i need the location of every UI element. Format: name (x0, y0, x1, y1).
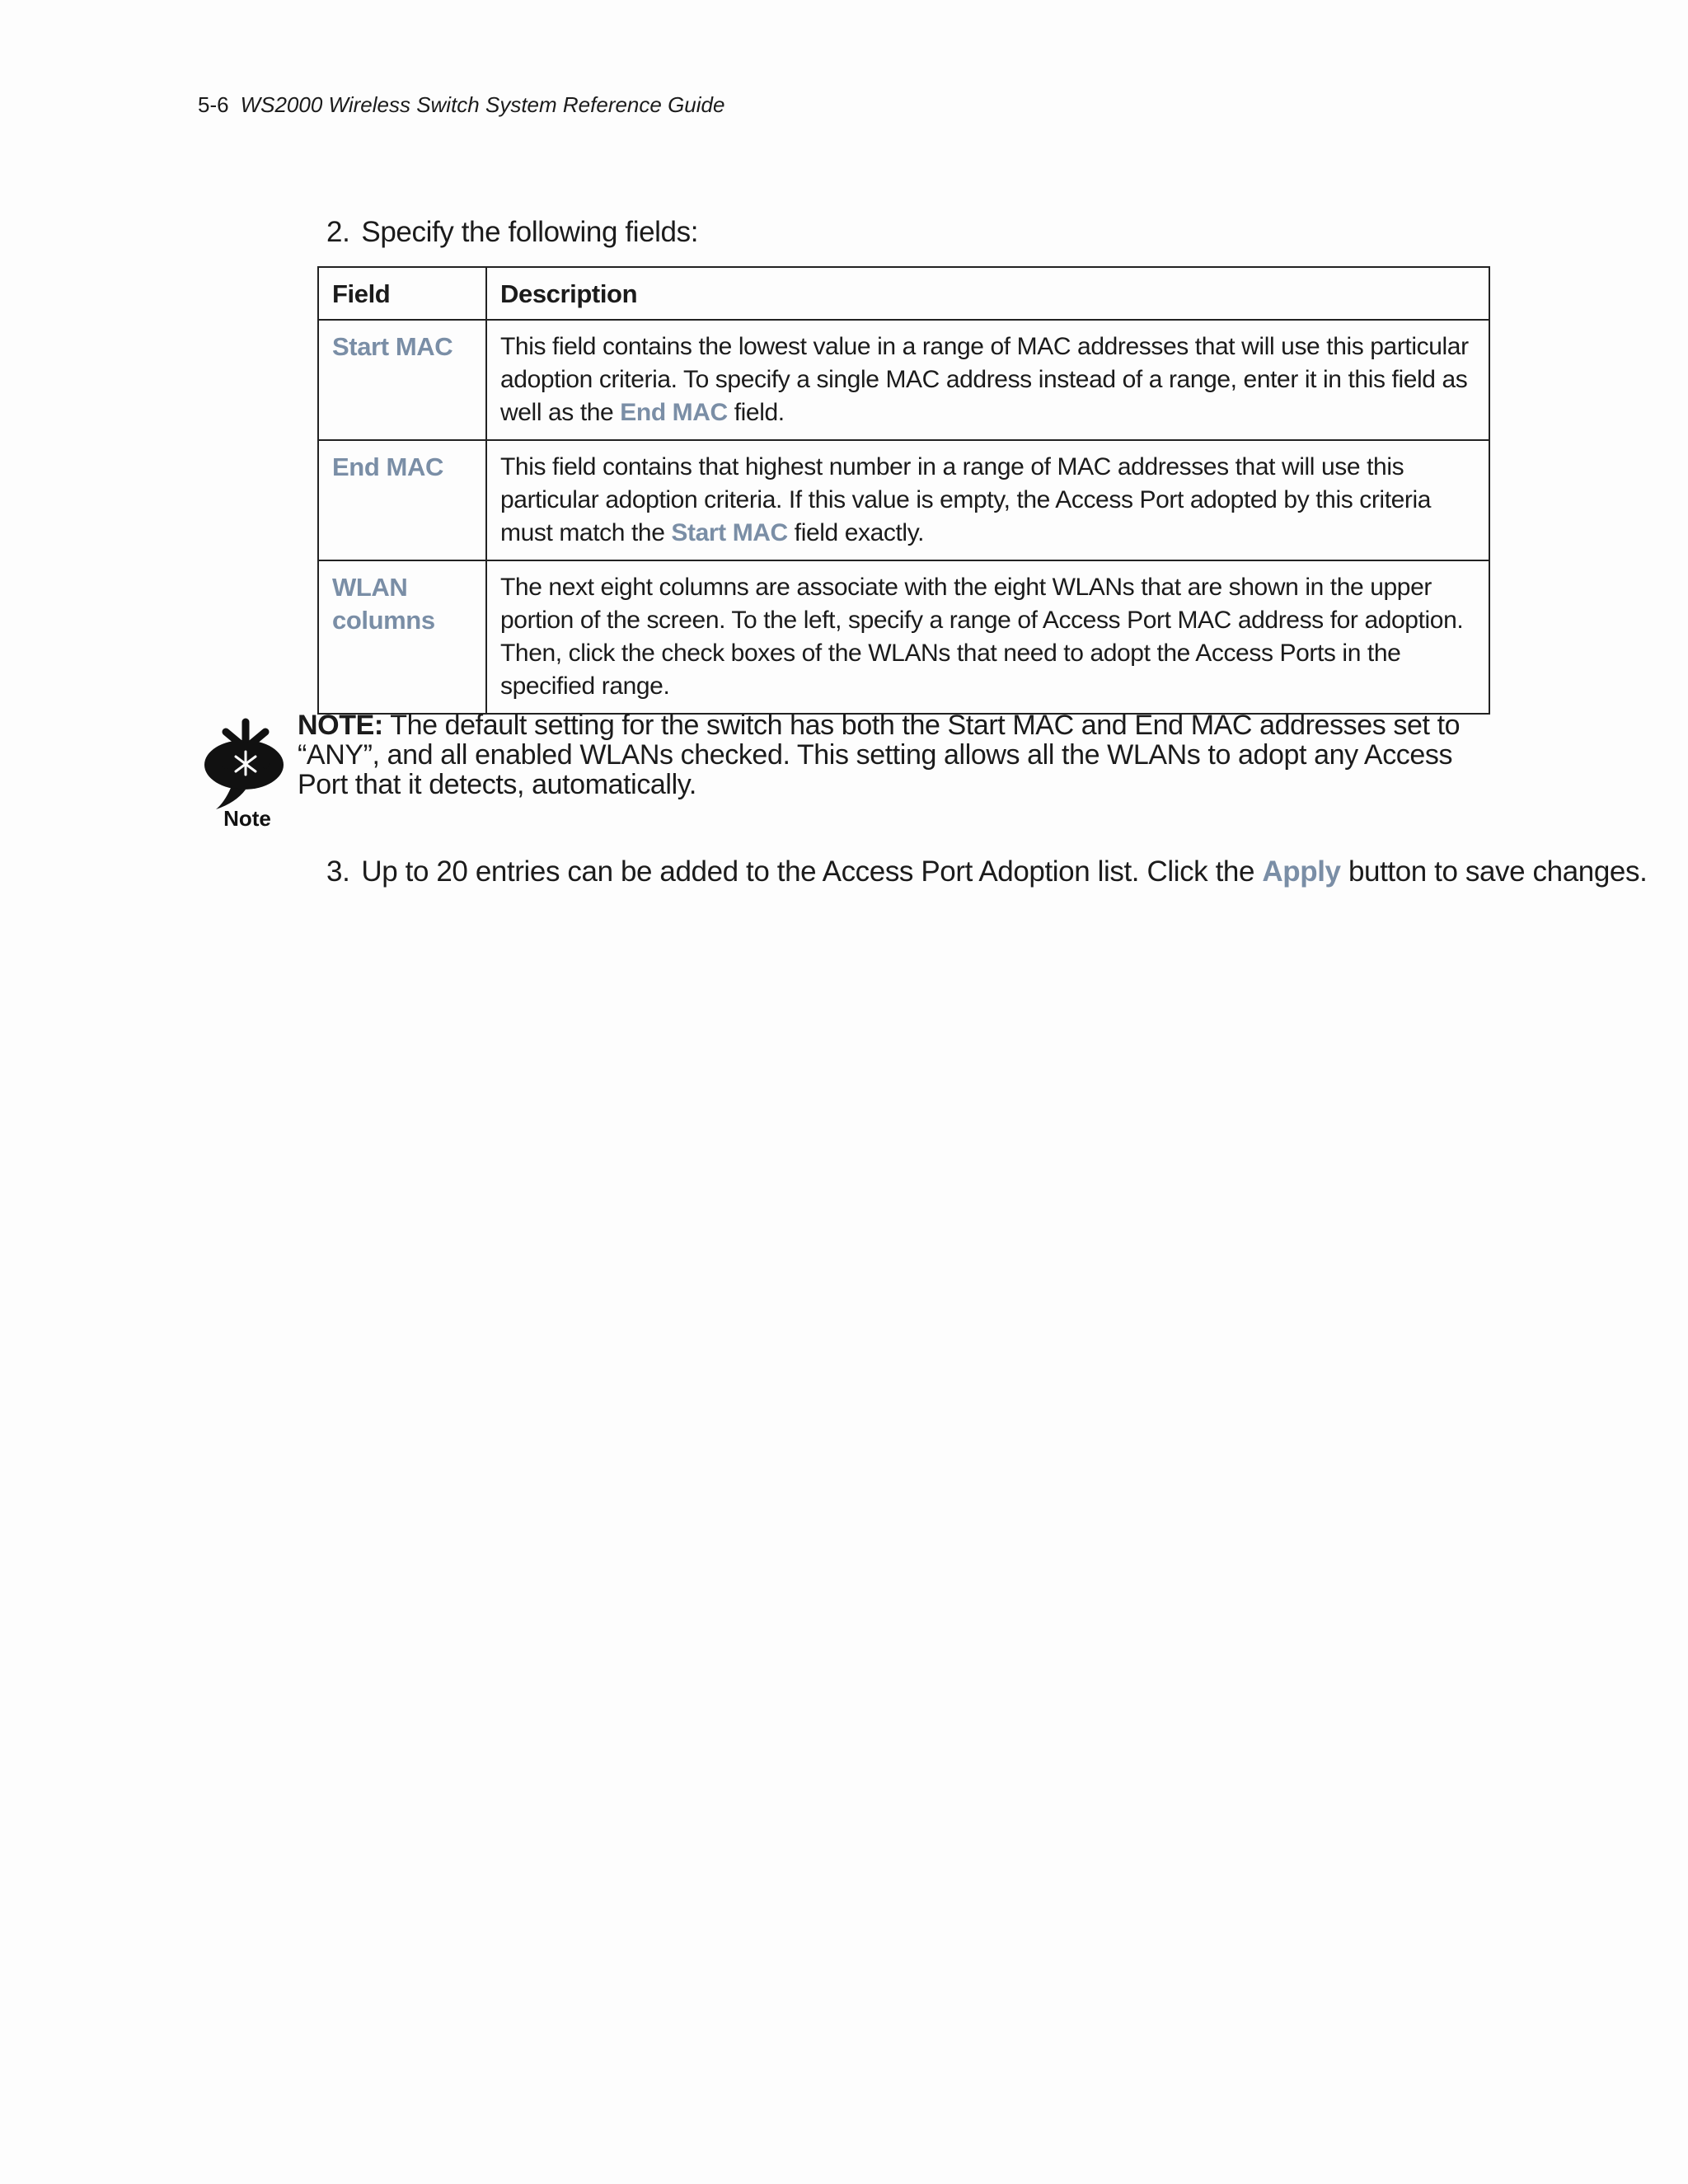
step-3-number: 3. (326, 855, 350, 888)
field-wlan-columns (318, 560, 486, 714)
apply-reference: Apply (1262, 855, 1341, 888)
table-header-row (318, 267, 1489, 320)
table-row (318, 320, 1489, 440)
field-wlan-line1: WLAN (332, 573, 408, 602)
step-3-text: Up to 20 entries can be added to the Access Port Adoption list. Click the (361, 855, 1263, 888)
description-text: This field contains the lowest value in a range of MAC addresses that will use this particular adoption criteria. To specify a single MAC address instead of a range, enter it in this field as well as the (500, 333, 1469, 426)
step-2-number: 2. (326, 216, 350, 248)
column-header-description: Description (486, 267, 1489, 320)
guide-title: WS2000 Wireless Switch System Reference Guide (240, 92, 725, 117)
field-end-mac: End MAC (318, 440, 486, 560)
description-text: field exactly. (787, 519, 925, 546)
description-start-mac (486, 320, 1489, 440)
page-number: 5-6 (198, 92, 229, 117)
step-3-text-end: button to save changes. (1340, 855, 1648, 888)
table-row (318, 440, 1489, 560)
description-text: field. (727, 399, 785, 426)
description-text: This field contains that highest number in a range of MAC addresses that will use this particular adoption criteria. If this value is empty, the Access Port adopted by this criteria must match the (500, 453, 1432, 546)
fields-table (317, 266, 1490, 715)
description-end-mac (486, 440, 1489, 560)
step-2-text: Specify the following fields: (361, 216, 699, 248)
note-body: The default setting for the switch has both the Start MAC and End MAC addresses set to “ANY”, and all enabled WLANs checked. This setting allows all the WLANs to adopt any Access Port that it detects, automatically. (298, 710, 1461, 800)
field-reference-start-mac: Start MAC (671, 519, 788, 546)
note-icon-label: Note (223, 806, 271, 831)
field-reference-end-mac: End MAC (620, 399, 728, 426)
step-3 (326, 855, 1647, 888)
field-start-mac: Start MAC (318, 320, 486, 440)
description-wlan-columns: The next eight columns are associate with the eight WLANs that are shown in the upper portion of the screen. To the left, specify a range of Access Port MAC address for adoption. Then, click the check boxes of the WLANs that need to adopt the Access Ports in the specified range. (486, 560, 1489, 714)
note-label: NOTE: (298, 710, 383, 741)
step-2 (326, 216, 698, 249)
note-icon (203, 717, 293, 832)
field-wlan-line2: columns (332, 606, 435, 635)
note-text (298, 710, 1484, 799)
running-header (198, 92, 724, 118)
table-row (318, 560, 1489, 714)
column-header-field: Field (318, 267, 486, 320)
